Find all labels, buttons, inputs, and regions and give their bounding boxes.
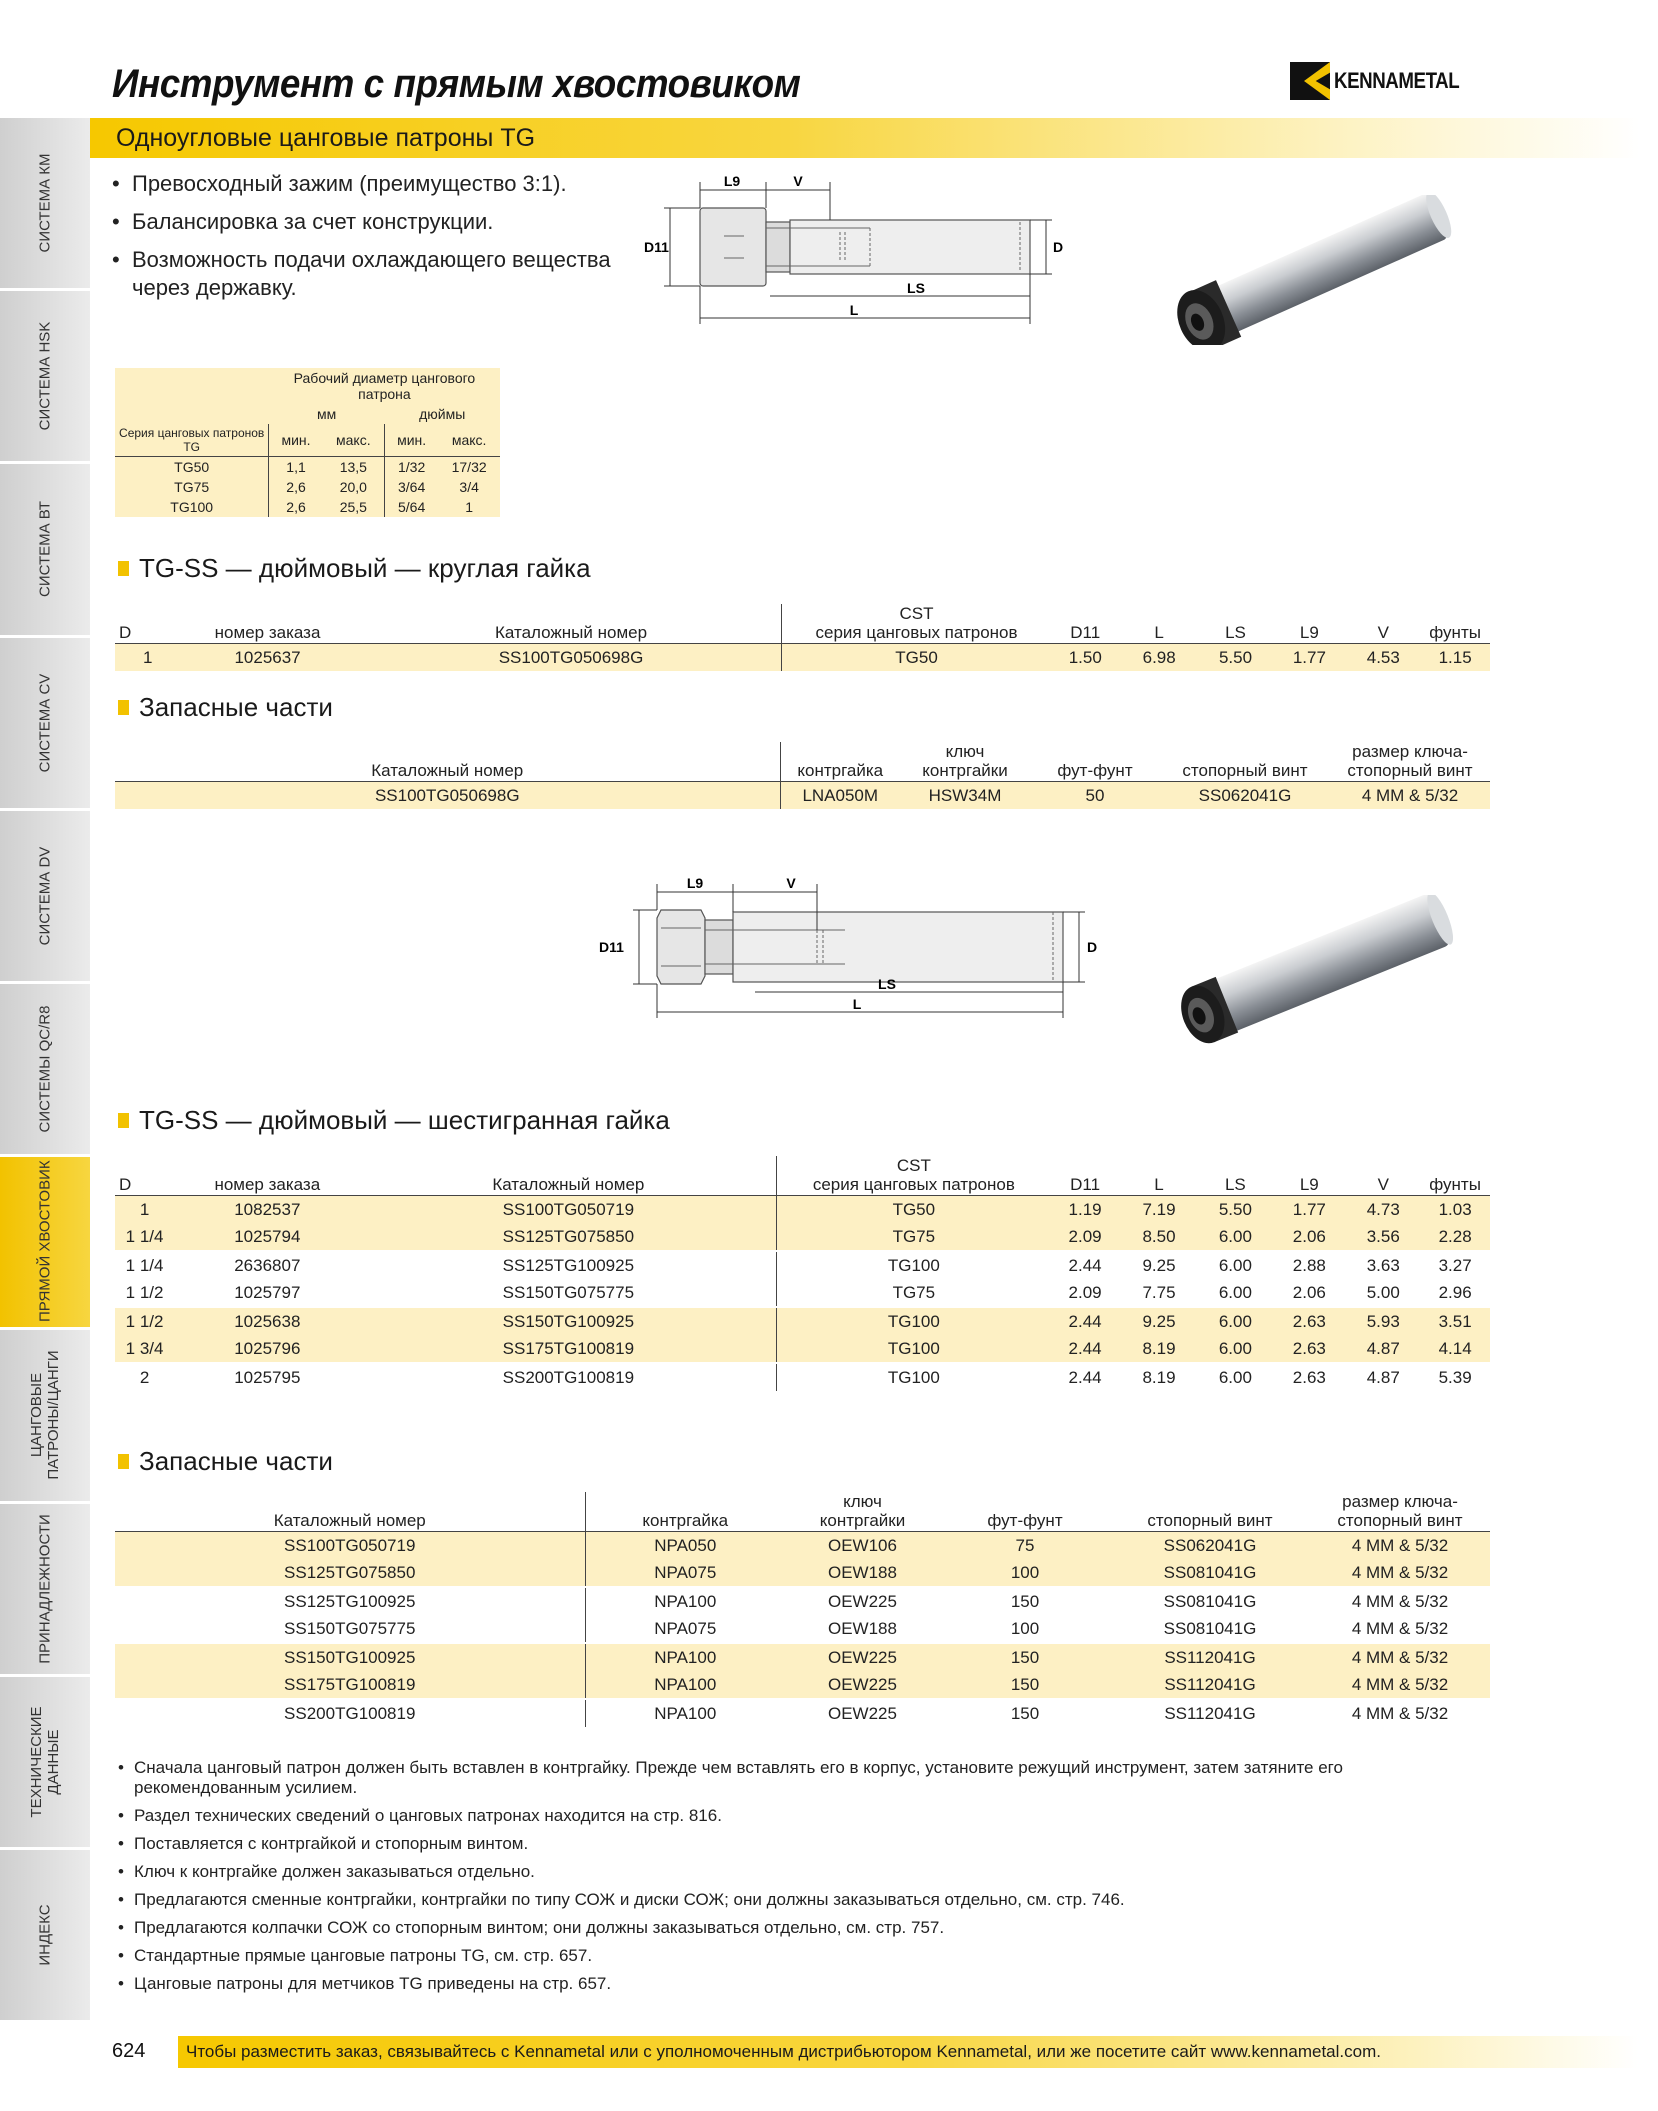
cell: 1025638 bbox=[174, 1307, 360, 1335]
cell: NPA075 bbox=[654, 1619, 717, 1638]
dim-l: L bbox=[852, 996, 862, 1012]
cell: 1 1/4 bbox=[115, 1251, 174, 1279]
cell: 1.15 bbox=[1420, 644, 1490, 672]
cell: SS062041G bbox=[1110, 1532, 1310, 1560]
cell: 17/32 bbox=[451, 459, 487, 475]
cell: 2,6 bbox=[286, 499, 306, 515]
feature-item: • Превосходный зажим (преимущество 3:1). bbox=[112, 170, 632, 198]
series-cell: TG100 bbox=[115, 497, 269, 517]
dim-d11: D11 bbox=[599, 939, 624, 955]
cell: 2.09 bbox=[1051, 1223, 1120, 1251]
cell: 5/64 bbox=[397, 499, 426, 515]
cell: 4.53 bbox=[1346, 644, 1420, 672]
col-d: D bbox=[115, 604, 174, 644]
cell: NPA075 bbox=[585, 1559, 785, 1587]
cell: 4.73 bbox=[1346, 1196, 1420, 1224]
cell: 2.09 bbox=[1068, 1283, 1102, 1302]
col-key-line1: размер ключа- bbox=[1342, 1492, 1458, 1511]
cell: OEW225 bbox=[785, 1671, 940, 1699]
table-row bbox=[115, 1335, 1490, 1363]
cell: 3.51 bbox=[1420, 1307, 1490, 1335]
cell: SS100TG050719 bbox=[115, 1532, 585, 1560]
dim-v: V bbox=[786, 875, 796, 891]
col-torque: фут-фунт bbox=[1030, 742, 1160, 782]
cell: 1 bbox=[115, 644, 174, 672]
cell: 100 bbox=[940, 1559, 1110, 1587]
cell: SS062041G bbox=[1160, 782, 1330, 810]
cell: NPA050 bbox=[585, 1532, 785, 1560]
product-table-round-nut bbox=[115, 604, 1490, 671]
cell: NPA100 bbox=[585, 1643, 785, 1671]
product-photo-hex-nut bbox=[1150, 895, 1470, 1045]
cell: SS112041G bbox=[1110, 1643, 1310, 1671]
col-order: номер заказа bbox=[174, 604, 360, 644]
section-heading-spares-2: Запасные части bbox=[118, 1446, 333, 1477]
cell: 5.00 bbox=[1366, 1283, 1400, 1302]
col-catalog: Каталожный номер bbox=[115, 1492, 585, 1532]
col-d11: D11 bbox=[1051, 604, 1120, 644]
col-cst bbox=[777, 1156, 1051, 1196]
table-row bbox=[115, 1643, 1490, 1671]
cell: 2 bbox=[115, 1363, 174, 1391]
cell: 1,1 bbox=[286, 459, 306, 475]
col-cst-line2: серия цанговых патронов bbox=[812, 1175, 1015, 1194]
cell: 1.77 bbox=[1272, 644, 1346, 672]
product-table-hex-nut bbox=[115, 1156, 1490, 1391]
cell: 2.44 bbox=[1051, 1307, 1120, 1335]
tab-label: ИНДЕКС bbox=[36, 1904, 54, 1966]
cell: SS125TG075850 bbox=[361, 1223, 777, 1251]
cell: 4 MM & 5/32 bbox=[1310, 1559, 1490, 1587]
cell: OEW106 bbox=[785, 1532, 940, 1560]
section-heading-spares-1: Запасные части bbox=[118, 692, 333, 723]
spares-table-hex-nut bbox=[115, 1492, 1490, 1727]
section-title: Одноугловые цанговые патроны TG bbox=[116, 124, 536, 152]
cell: TG75 bbox=[777, 1223, 1051, 1251]
page-title: Инструмент с прямым хвостовиком bbox=[112, 62, 801, 106]
table-row bbox=[115, 1307, 1490, 1335]
col-catalog: Каталожный номер bbox=[361, 1156, 777, 1196]
table-row bbox=[115, 497, 500, 517]
series-cell: TG50 bbox=[115, 457, 269, 478]
col-lbs: фунты bbox=[1420, 604, 1490, 644]
cell: 3.56 bbox=[1346, 1223, 1420, 1251]
series-cell: TG75 bbox=[115, 477, 269, 497]
unit-mm: мм bbox=[317, 406, 337, 422]
cell: TG100 bbox=[777, 1363, 1051, 1391]
cell: SS150TG075775 bbox=[361, 1279, 777, 1307]
cell: 3.63 bbox=[1346, 1251, 1420, 1279]
tab-label: СИСТЕМЫ QC/R8 bbox=[36, 1005, 54, 1133]
table-row bbox=[115, 457, 500, 478]
cell: 6.00 bbox=[1198, 1335, 1272, 1363]
cell: 1 1/2 bbox=[115, 1307, 174, 1335]
note-item: • Стандартные прямые цанговые патроны TG, см. стр. 657. bbox=[112, 1946, 1492, 1966]
note-item: • Цанговые патроны для метчиков TG приведены на стр. 657. bbox=[112, 1974, 1492, 1994]
cell: 4 MM & 5/32 bbox=[1310, 1671, 1490, 1699]
cell: 1 1/4 bbox=[115, 1223, 174, 1251]
tab-km[interactable] bbox=[0, 118, 90, 291]
cell: 2.63 bbox=[1272, 1363, 1346, 1391]
tab-label: ЦАНГОВЫЕ ПАТРОНЫ/ЦАНГИ bbox=[28, 1350, 62, 1481]
cell: TG100 bbox=[777, 1335, 1051, 1363]
tab-label: ПРЯМОЙ ХВОСТОВИК bbox=[36, 1160, 54, 1323]
cell: 6.00 bbox=[1198, 1363, 1272, 1391]
cell: 1025637 bbox=[174, 644, 360, 672]
col-nut: контргайка bbox=[585, 1492, 785, 1532]
dim-l: L bbox=[849, 302, 859, 318]
cell: SS200TG100819 bbox=[115, 1699, 585, 1727]
footer-bar bbox=[178, 2036, 1638, 2068]
cell: SS125TG075850 bbox=[115, 1559, 585, 1587]
cell: 2.06 bbox=[1272, 1223, 1346, 1251]
col-torque: фут-фунт bbox=[940, 1492, 1110, 1532]
note-item: • Ключ к контргайке должен заказываться отдельно. bbox=[112, 1862, 1492, 1882]
col-cst bbox=[782, 604, 1051, 644]
col-l: L bbox=[1120, 1156, 1199, 1196]
drawing-round-nut bbox=[640, 172, 1110, 332]
cell: 2.06 bbox=[1292, 1283, 1326, 1302]
section-bar bbox=[90, 118, 1640, 158]
max-header: макс. bbox=[323, 424, 385, 457]
cell: 1 bbox=[465, 499, 474, 515]
col-l: L bbox=[1120, 604, 1199, 644]
cell: OEW225 bbox=[785, 1699, 940, 1727]
cell: 4 MM & 5/32 bbox=[1310, 1643, 1490, 1671]
cell: TG50 bbox=[782, 644, 1051, 672]
tab-qc-r8[interactable] bbox=[0, 984, 90, 1157]
col-wrench bbox=[900, 742, 1030, 782]
cell: 1.03 bbox=[1420, 1196, 1490, 1224]
cell: 9.25 bbox=[1120, 1251, 1199, 1279]
tab-index[interactable] bbox=[0, 1850, 90, 2023]
col-d: D bbox=[115, 1156, 174, 1196]
feature-list bbox=[112, 170, 632, 312]
cell: SS112041G bbox=[1110, 1671, 1310, 1699]
cell: 6.00 bbox=[1198, 1223, 1272, 1251]
cell: 6.98 bbox=[1120, 644, 1199, 672]
cell: 5.39 bbox=[1420, 1363, 1490, 1391]
cell: 3/4 bbox=[459, 479, 479, 495]
col-ls: LS bbox=[1199, 604, 1273, 644]
col-key-line2: стопорный винт bbox=[1337, 1511, 1463, 1530]
cell: HSW34M bbox=[900, 782, 1030, 810]
table-row bbox=[115, 1532, 1490, 1560]
tab-collet-chucks[interactable] bbox=[0, 1330, 90, 1503]
cell: NPA100 bbox=[585, 1699, 785, 1727]
dim-d: D bbox=[1053, 239, 1064, 255]
note-item: • Предлагаются колпачки СОЖ со стопорным винтом; они должны заказываться отдельно, см. стр. 757. bbox=[112, 1918, 1492, 1938]
tab-bt[interactable] bbox=[0, 464, 90, 637]
cell: 150 bbox=[940, 1699, 1110, 1727]
tab-accessories[interactable] bbox=[0, 1504, 90, 1677]
product-photo-round-nut bbox=[1150, 195, 1470, 345]
cell: 5.50 bbox=[1198, 1196, 1272, 1224]
cell: 25,5 bbox=[323, 497, 385, 517]
note-item: • Предлагаются сменные контргайки, контргайки по типу СОЖ и диски СОЖ; они должны заказываться отдельно, см. стр. 746. bbox=[112, 1890, 1492, 1910]
cell: 1.77 bbox=[1272, 1196, 1346, 1224]
dim-d11: D11 bbox=[644, 239, 669, 255]
cell: 7.75 bbox=[1142, 1283, 1176, 1302]
table-row bbox=[115, 782, 1490, 810]
table-row bbox=[115, 1251, 1490, 1279]
col-ls: LS bbox=[1198, 1156, 1272, 1196]
series-header: Серия цанговых патронов TG bbox=[115, 424, 269, 457]
col-wrench-line1: ключ bbox=[945, 742, 985, 761]
cell: NPA100 bbox=[585, 1587, 785, 1615]
cell: 4 MM & 5/32 bbox=[1351, 1619, 1449, 1638]
tab-label: ПРИНАДЛЕЖНОСТИ bbox=[36, 1513, 54, 1664]
cell: SS125TG100925 bbox=[361, 1251, 777, 1279]
dim-l9: L9 bbox=[686, 875, 704, 891]
tab-label: СИСТЕМА КМ bbox=[36, 153, 54, 253]
cell: 1025797 bbox=[234, 1283, 301, 1302]
cell: 6.00 bbox=[1198, 1307, 1272, 1335]
col-order: номер заказа bbox=[174, 1156, 360, 1196]
cell: 1 1/2 bbox=[125, 1283, 164, 1302]
spares-table-round-nut bbox=[115, 742, 1490, 809]
dim-ls: LS bbox=[907, 280, 925, 296]
cell: 100 bbox=[1010, 1619, 1040, 1638]
dim-d: D bbox=[1087, 939, 1098, 955]
cell: 50 bbox=[1030, 782, 1160, 810]
col-screw: стопорный винт bbox=[1160, 742, 1330, 782]
table-row bbox=[115, 1363, 1490, 1391]
cell: TG100 bbox=[777, 1251, 1051, 1279]
col-lbs: фунты bbox=[1420, 1156, 1490, 1196]
cell: 4 MM & 5/32 bbox=[1310, 1699, 1490, 1727]
cell: 4.14 bbox=[1420, 1335, 1490, 1363]
table-row bbox=[115, 1587, 1490, 1615]
tab-technical-data[interactable] bbox=[0, 1677, 90, 1850]
cell: 4 MM & 5/32 bbox=[1310, 1532, 1490, 1560]
table-row bbox=[115, 1223, 1490, 1251]
table-row bbox=[115, 1279, 1490, 1307]
tab-label: ТЕХНИЧЕСКИЕ ДАННЫЕ bbox=[28, 1706, 62, 1818]
cell: 2.96 bbox=[1438, 1283, 1472, 1302]
cell: OEW225 bbox=[785, 1587, 940, 1615]
cell: 3.27 bbox=[1420, 1251, 1490, 1279]
cell: 4.87 bbox=[1346, 1363, 1420, 1391]
cell: 150 bbox=[940, 1643, 1110, 1671]
cell: LNA050M bbox=[780, 782, 900, 810]
cell: 2.63 bbox=[1272, 1307, 1346, 1335]
col-cst-line1: CST bbox=[899, 604, 934, 623]
cell: 1/32 bbox=[397, 459, 426, 475]
col-nut: контргайка bbox=[780, 742, 900, 782]
cell: SS112041G bbox=[1110, 1699, 1310, 1727]
col-catalog: Каталожный номер bbox=[115, 742, 780, 782]
cell: SS175TG100819 bbox=[361, 1335, 777, 1363]
cell: SS081041G bbox=[1110, 1587, 1310, 1615]
cell: 1025796 bbox=[174, 1335, 360, 1363]
col-catalog: Каталожный номер bbox=[361, 604, 782, 644]
cell: 2,6 bbox=[286, 479, 306, 495]
cell: 2.44 bbox=[1051, 1363, 1120, 1391]
cell: SS100TG050698G bbox=[115, 782, 780, 810]
collet-range-table bbox=[115, 368, 500, 517]
cell: SS175TG100819 bbox=[115, 1671, 585, 1699]
kennametal-k-icon bbox=[1290, 62, 1330, 100]
section-heading-hex-nut: TG-SS — дюймовый — шестигранная гайка bbox=[118, 1105, 670, 1136]
col-l9: L9 bbox=[1272, 1156, 1346, 1196]
tab-dv[interactable] bbox=[0, 811, 90, 984]
col-key bbox=[1310, 1492, 1490, 1532]
cell: 1 bbox=[115, 1196, 174, 1224]
sidebar bbox=[0, 118, 90, 2023]
cell: SS150TG100925 bbox=[361, 1307, 777, 1335]
cell: 9.25 bbox=[1120, 1307, 1199, 1335]
cell: 75 bbox=[940, 1532, 1110, 1560]
table-row bbox=[115, 1699, 1490, 1727]
cell: 5.93 bbox=[1346, 1307, 1420, 1335]
cell: 5.50 bbox=[1199, 644, 1273, 672]
cell: OEW188 bbox=[785, 1559, 940, 1587]
cell: 4.87 bbox=[1346, 1335, 1420, 1363]
col-screw: стопорный винт bbox=[1110, 1492, 1310, 1532]
cell: SS081041G bbox=[1110, 1559, 1310, 1587]
table-row bbox=[115, 1196, 1490, 1224]
col-key-line1: размер ключа- bbox=[1352, 742, 1468, 761]
tab-cv[interactable] bbox=[0, 638, 90, 811]
cell: OEW188 bbox=[828, 1619, 897, 1638]
feature-item: • Балансировка за счет конструкции. bbox=[112, 208, 632, 236]
cell: OEW225 bbox=[785, 1643, 940, 1671]
footer-text: Чтобы разместить заказ, связывайтесь с Kennametal или с уполномоченным дистрибьютором Kennametal, или же посетите сайт www.kennametal.com. bbox=[186, 2042, 1381, 2061]
col-cst-line2: серия цанговых патронов bbox=[815, 623, 1018, 642]
cell: 2636807 bbox=[174, 1251, 360, 1279]
page-number: 624 bbox=[112, 2040, 146, 2062]
logo-text: KENNAMETAL bbox=[1334, 68, 1460, 93]
max-header: макс. bbox=[438, 424, 500, 457]
table-row bbox=[115, 1559, 1490, 1587]
dim-v: V bbox=[793, 173, 803, 189]
cell: 1.19 bbox=[1051, 1196, 1120, 1224]
unit-inch: дюймы bbox=[419, 406, 466, 422]
cell: SS081041G bbox=[1163, 1619, 1257, 1638]
cell: SS100TG050719 bbox=[361, 1196, 777, 1224]
tab-straight-shank[interactable] bbox=[0, 1157, 90, 1330]
col-wrench-line2: контргайки bbox=[922, 761, 1008, 780]
cell: 4 MM & 5/32 bbox=[1330, 782, 1490, 810]
cell: 1082537 bbox=[174, 1196, 360, 1224]
cell: 6.00 bbox=[1198, 1251, 1272, 1279]
col-wrench-line1: ключ bbox=[843, 1492, 882, 1511]
table-row bbox=[115, 477, 500, 497]
cell: SS125TG100925 bbox=[115, 1587, 585, 1615]
cell: 8.19 bbox=[1120, 1335, 1199, 1363]
tab-label: СИСТЕМА CV bbox=[36, 673, 54, 772]
cell: 1025795 bbox=[174, 1363, 360, 1391]
cell: SS150TG100925 bbox=[115, 1643, 585, 1671]
note-item: • Раздел технических сведений о цанговых патронах находится на стр. 816. bbox=[112, 1806, 1492, 1826]
cell: 8.50 bbox=[1120, 1223, 1199, 1251]
cell: 3/64 bbox=[397, 479, 426, 495]
cell: TG100 bbox=[777, 1307, 1051, 1335]
cell: NPA100 bbox=[585, 1671, 785, 1699]
col-d11: D11 bbox=[1051, 1156, 1120, 1196]
range-title: Рабочий диаметр цангового патрона bbox=[293, 370, 476, 402]
drawing-hex-nut bbox=[595, 872, 1125, 1022]
col-v: V bbox=[1346, 604, 1420, 644]
note-item: • Сначала цанговый патрон должен быть вставлен в контргайку. Прежде чем вставлять его в корпус, установите режущий инструмент, затем затяните его рекомендованным усилием. bbox=[112, 1758, 1492, 1798]
table-row bbox=[115, 644, 1490, 672]
cell: 2.88 bbox=[1272, 1251, 1346, 1279]
tab-label: СИСТЕМА HSK bbox=[36, 321, 54, 431]
dim-l9: L9 bbox=[723, 173, 741, 189]
cell: 6.00 bbox=[1218, 1283, 1252, 1302]
cell: SS100TG050698G bbox=[361, 644, 782, 672]
min-header: мин. bbox=[384, 424, 438, 457]
cell: 2.44 bbox=[1051, 1251, 1120, 1279]
col-key-line2: стопорный винт bbox=[1347, 761, 1473, 780]
tab-label: СИСТЕМА ВТ bbox=[36, 501, 54, 598]
col-wrench bbox=[785, 1492, 940, 1532]
table-row bbox=[115, 1615, 1490, 1643]
kennametal-logo bbox=[1290, 62, 1481, 100]
cell: 13,5 bbox=[323, 457, 385, 478]
cell: 2.44 bbox=[1051, 1335, 1120, 1363]
cell: SS150TG075775 bbox=[115, 1615, 585, 1643]
cell: 4 MM & 5/32 bbox=[1310, 1587, 1490, 1615]
cell: 1.50 bbox=[1051, 644, 1120, 672]
cell: 2.28 bbox=[1420, 1223, 1490, 1251]
col-l9: L9 bbox=[1272, 604, 1346, 644]
cell: 8.19 bbox=[1120, 1363, 1199, 1391]
cell: SS200TG100819 bbox=[361, 1363, 777, 1391]
section-heading-round-nut: TG-SS — дюймовый — круглая гайка bbox=[118, 553, 591, 584]
cell: 20,0 bbox=[323, 477, 385, 497]
min-header: мин. bbox=[269, 424, 323, 457]
col-wrench-line2: контргайки bbox=[819, 1511, 906, 1530]
cell: 150 bbox=[940, 1587, 1110, 1615]
cell: 2.63 bbox=[1272, 1335, 1346, 1363]
cell: 1 3/4 bbox=[115, 1335, 174, 1363]
cell: 1025794 bbox=[174, 1223, 360, 1251]
dim-ls: LS bbox=[878, 976, 896, 992]
col-v: V bbox=[1346, 1156, 1420, 1196]
feature-item: • Возможность подачи охлаждающего вещества через державку. bbox=[112, 246, 632, 302]
cell: 150 bbox=[940, 1671, 1110, 1699]
tab-label: СИСТЕМА DV bbox=[36, 846, 54, 946]
cell: TG75 bbox=[892, 1283, 936, 1302]
note-item: • Поставляется с контргайкой и стопорным винтом. bbox=[112, 1834, 1492, 1854]
notes-list bbox=[112, 1758, 1492, 2002]
cell: TG50 bbox=[777, 1196, 1051, 1224]
table-row bbox=[115, 1671, 1490, 1699]
cell: 7.19 bbox=[1120, 1196, 1199, 1224]
tab-hsk[interactable] bbox=[0, 291, 90, 464]
col-cst-line1: CST bbox=[896, 1156, 931, 1175]
col-key bbox=[1330, 742, 1490, 782]
